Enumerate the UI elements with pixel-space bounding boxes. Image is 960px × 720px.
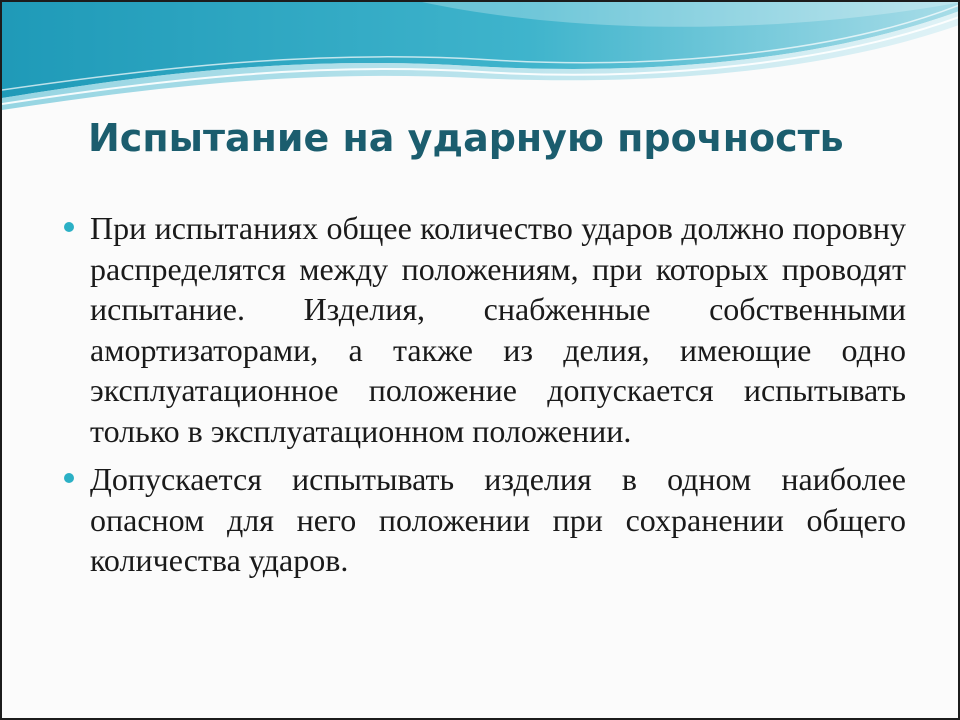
bullet-dot-icon — [64, 473, 74, 483]
bullet-dot-icon — [64, 222, 74, 232]
bullet-text: При испытаниях общее количество ударов должно поровну распределятся между положениям, при которых проводят испытание. Изделия, снабженные собственными амортизаторами, а также из делия, имеющие одно эксплуатационное положение допускается испытывать только в эксплуатационном положении. — [90, 210, 906, 449]
bullet-item — [64, 208, 906, 451]
bullet-text: Допускается испытывать изделия в одном наиболее опасном для него положении при сохранении общего количества ударов. — [90, 461, 906, 578]
slide-title: Испытание на ударную прочность — [88, 116, 844, 160]
bullet-item — [64, 459, 906, 581]
bullet-list — [64, 208, 906, 589]
wave-decoration — [2, 2, 960, 112]
